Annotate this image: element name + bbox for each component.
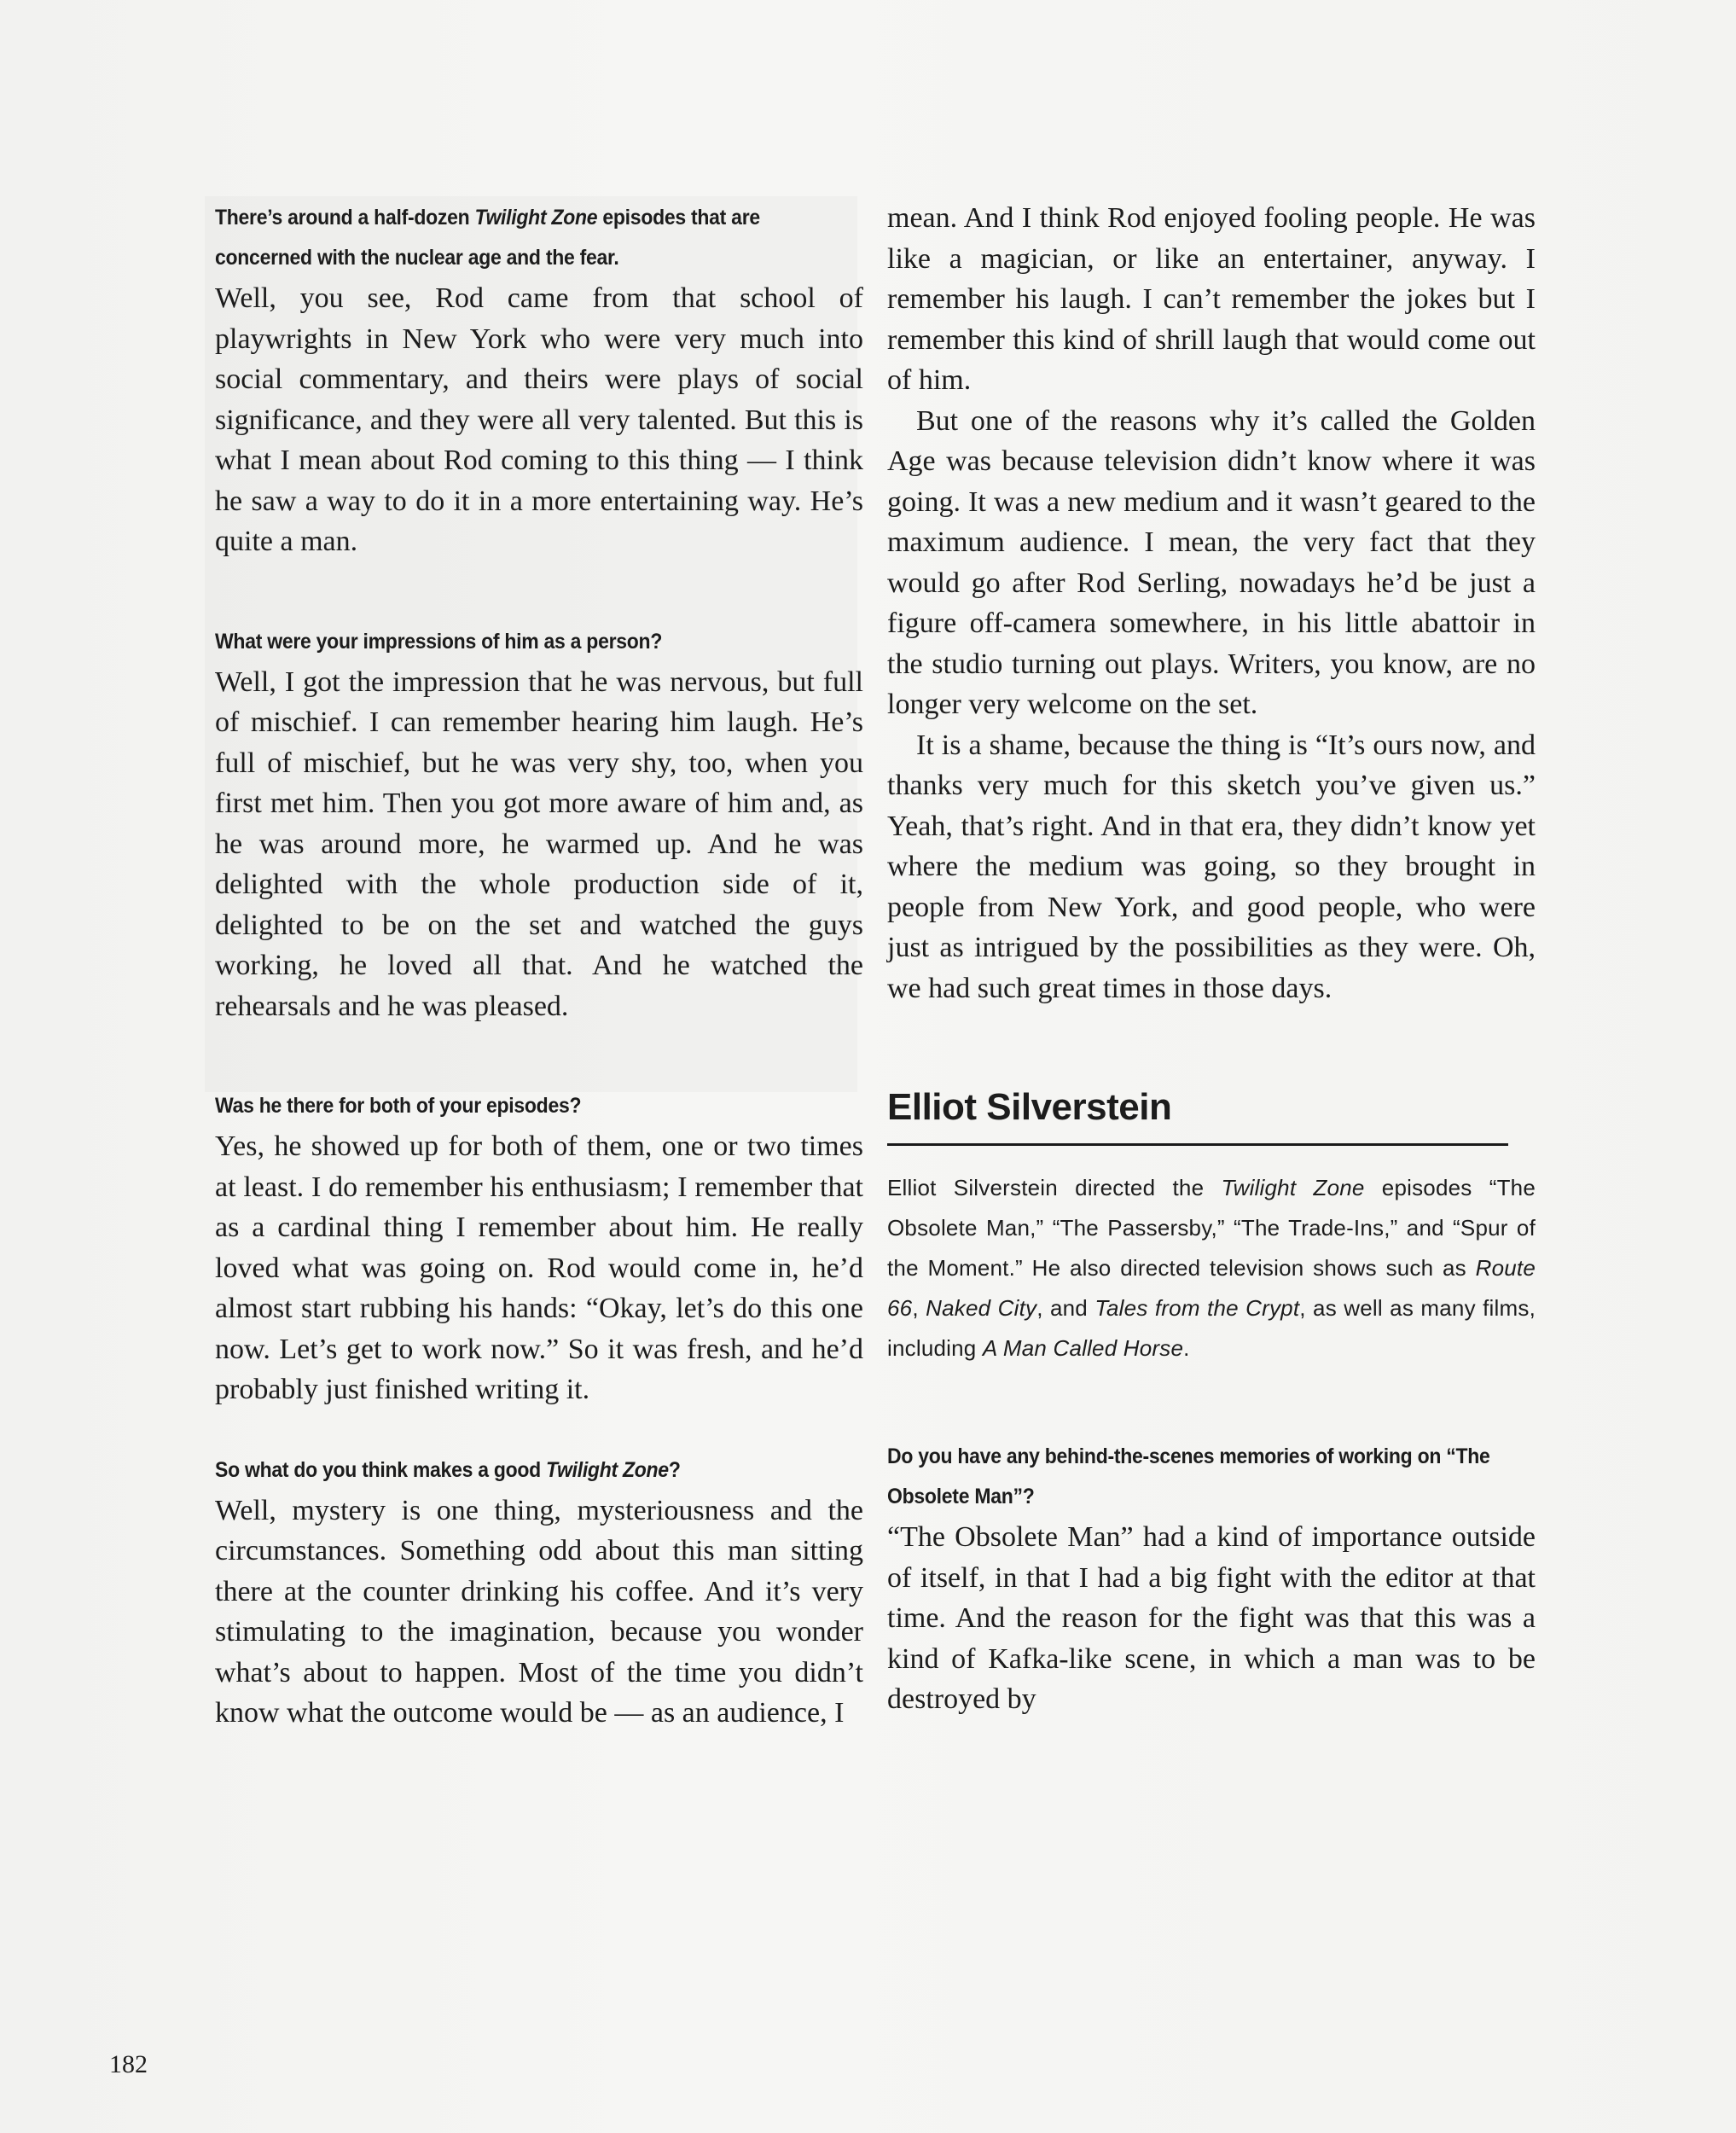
interview-question: So what do you think makes a good Twilight Zone? [215, 1457, 681, 1482]
interview-answer: Well, mystery is one thing, mysteriousness and the circumstances. Something odd about this man sitting there at the counter drinking his coffee. And it’s very stimulating to the imagination, because you wonder what’s about to happen. Most of the time you didn’t know what the outcome would be — as an audience, I [215, 1494, 863, 1729]
interview-answer: But one of the reasons why it’s called the Golden Age was because television didn’t know where it was going. It was a new medium and it wasn’t geared to the maximum audience. I mean, the very fact that they would go after Rod Serling, nowadays he’d be just a figure off-camera somewhere, in his little abattoir in the studio turning out plays. Writers, you know, are no longer very welcome on the set. [887, 404, 1536, 720]
interview-answer-continued: mean. And I think Rod enjoyed fooling people. He was like a magician, or like an entertainer, anyway. I remember his laugh. I can’t remember the jokes but I remember this kind of shrill laugh that would come out of him. [887, 202, 1536, 396]
film-title: A Man Called Horse [982, 1335, 1184, 1361]
interview-answer: “The Obsolete Man” had a kind of importance outside of itself, in that I had a big fight with the editor at that time. And the reason for the fight was that this was a kind of Kafka-like scene, in which a man was to be destroyed by [887, 1521, 1536, 1715]
bio-paragraph: Elliot Silverstein directed the Twilight Zone episodes “The Obsolete Man,” “The Passersby,” “The Trade-Ins,” and “Spur of the Moment.” He also directed television shows such as Route 66, Naked City, and Tales from the Crypt, as well as many films, including A Man Called Horse. [887, 1175, 1536, 1361]
show-title: Twilight Zone [1221, 1175, 1365, 1200]
interview-answer: Yes, he showed up for both of them, one or two times at least. I do remember his enthusiasm; I remember that as a cardinal thing I remember about him. He really loved what was going on. Rod would come in, he’d almost start rubbing his hands: “Okay, let’s do this one now. Let’s get to work now.” So it was fresh, and he’d probably just finished writing it. [215, 1130, 863, 1405]
show-title: Twilight Zone [546, 1457, 669, 1482]
show-title: Naked City [926, 1295, 1037, 1321]
show-title: Twilight Zone [474, 206, 598, 230]
heading-rule [887, 1143, 1508, 1146]
show-title: Route 66 [887, 1255, 1536, 1321]
page-number: 182 [109, 2050, 148, 2078]
section-heading: Elliot Silverstein [887, 1086, 1172, 1128]
show-title: Tales from the Crypt [1094, 1295, 1300, 1321]
interview-answer: Well, you see, Rod came from that school of playwrights in New York who were very much into social commentary, and theirs were plays of social significance, and they were all very talented. But this is what I mean about Rod coming to this thing — I think he saw a way to do it in a more entertaining way. He’s quite a man. [215, 282, 863, 557]
left-column [215, 198, 863, 1734]
interview-question: What were your impressions of him as a person? [215, 629, 663, 654]
interview-answer: Well, I got the impression that he was nervous, but full of mischief. I can remember hearing him laugh. He’s full of mischief, but he was very shy, too, when you first met him. Then you got more aware of him and, as he was around more, he warmed up. And he was delighted with the whole production side of it, delighted to be on the set and watched the guys working, he loved all that. And he watched the rehearsals and he was pleased. [215, 665, 863, 1022]
interview-answer: It is a shame, because the thing is “It’s ours now, and thanks very much for this sketch you’ve given us.” Yeah, that’s right. And in that era, they didn’t know yet where the medium was going, so they brought in people from New York, and good people, who were just as intrigued by the possibilities as they were. Oh, we had such great times in those days. [887, 729, 1536, 1004]
interview-question: Was he there for both of your episodes? [215, 1094, 582, 1118]
interview-question: There’s around a half-dozen Twilight Zone episodes that are concerned with the nuclear age and the fear. [215, 206, 760, 270]
interview-question: Do you have any behind-the-scenes memories of working on “The Obsolete Man”? [887, 1444, 1490, 1508]
right-column [887, 198, 1536, 1720]
